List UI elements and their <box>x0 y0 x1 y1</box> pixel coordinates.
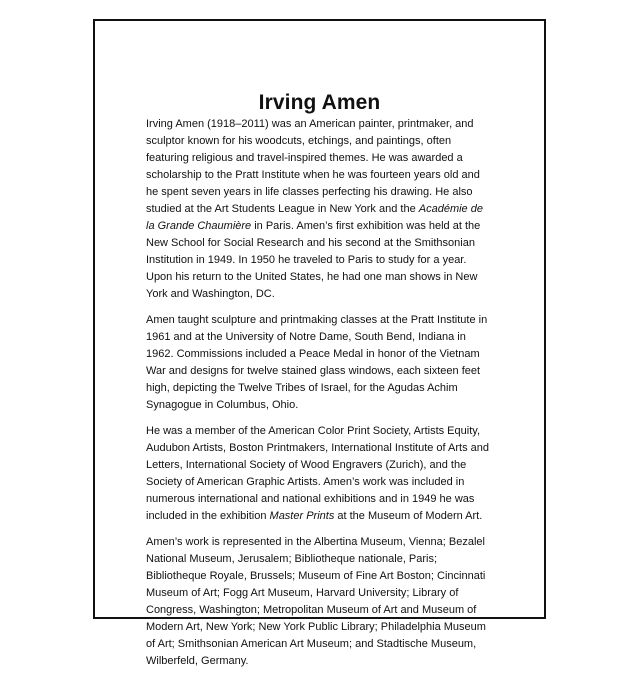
document-title: Irving Amen <box>258 91 381 114</box>
paragraph-memberships-italic: Master Prints <box>269 510 335 522</box>
paragraph-memberships-text-a: He was a member of the American Color Print Society, Artists Equity, Audubon Artists, Boston Printmakers, International Institute of Arts and Letters, International Society of Wood Engravers (Zurich), and the Society of American Graphic Artists. Amen’s work was included in numerous international and national exhibitions and in 1949 he was included in the exhibition <box>146 425 490 522</box>
paragraph-biography-italic: Académie de la Grande Chaumière <box>146 203 483 232</box>
document-body <box>146 116 493 679</box>
paragraph-memberships-text-b: at the Museum of Modern Art. <box>334 510 483 522</box>
paragraph-teaching: Amen taught sculpture and printmaking classes at the Pratt Institute in 1961 and at the University of Notre Dame, South Bend, Indiana in 1962. Commissions included a Peace Medal in honor of the Vietnam War and designs for twelve stained glass windows, each sixteen feet high, depicting the Twelve Tribes of Israel, for the Agudas Achim Synagogue in Columbus, Ohio. <box>146 314 488 411</box>
paragraph-collections: Amen’s work is represented in the Albertina Museum, Vienna; Bezalel National Museum, Jerusalem; Bibliotheque nationale, Paris; Bibliotheque Royale, Brussels; Museum of Fine Art Boston; Cincinnati Museum of Art; Fogg Art Museum, Harvard University; Library of Congress, Washington; Metropolitan Museum of Art and Museum of Modern Art, New York; New York Public Library; Philadelphia Museum of Art; Smithsonian American Art Museum; and Stadtische Museum, Wilberfeld, Germany. <box>146 536 486 667</box>
paragraph-biography <box>146 116 493 303</box>
paragraph-memberships <box>146 423 493 525</box>
paragraph-biography-text-a: Irving Amen (1918–2011) was an American painter, printmaker, and sculptor known for his woodcuts, etchings, and paintings, often featuring religious and travel-inspired themes. He was awarded a scholarship to the Pratt Institute when he was fourteen years old and he spent seven years in life classes perfecting his drawing. He also studied at the Art Students League in New York and the <box>146 118 480 215</box>
paragraph-biography-text-b: in Paris. Amen’s first exhibition was held at the New School for Social Research and his second at the Smithsonian Institution in 1949. In 1950 he traveled to Paris to study for a year. Upon his return to the United States, he had one man shows in New York and Washington, DC. <box>146 220 481 300</box>
document-page <box>93 19 546 667</box>
